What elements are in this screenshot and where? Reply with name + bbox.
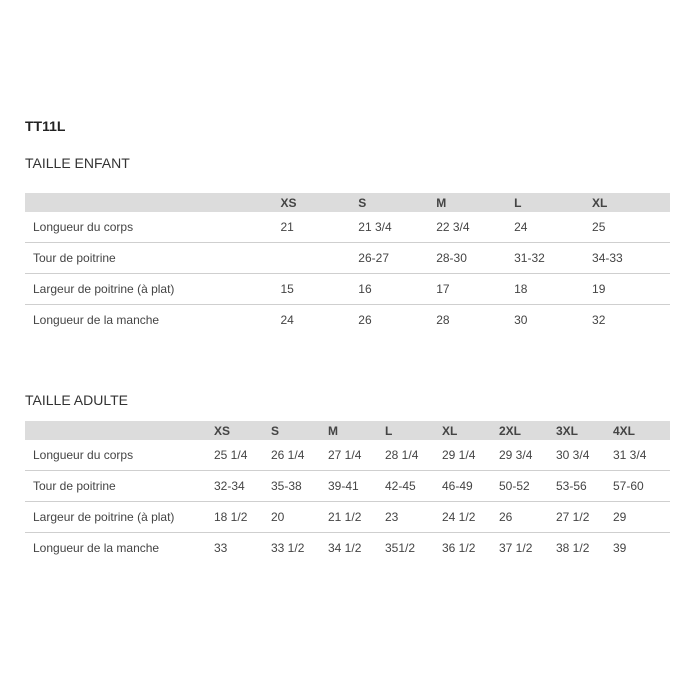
table-cell: 28 xyxy=(436,305,514,336)
table-cell: 38 1/2 xyxy=(556,533,613,564)
header-cell xyxy=(25,193,280,212)
header-cell: S xyxy=(358,193,436,212)
table-cell: 33 1/2 xyxy=(271,533,328,564)
table-cell: 39-41 xyxy=(328,471,385,502)
table-cell: 46-49 xyxy=(442,471,499,502)
table-cell: 26-27 xyxy=(358,243,436,274)
table-cell: 29 1/4 xyxy=(442,448,476,462)
header-cell: M xyxy=(436,193,514,212)
row-label: Longueur du corps xyxy=(33,220,134,234)
table-cell: 21 xyxy=(280,220,294,234)
table-cell: 53-56 xyxy=(556,471,613,502)
table-cell: 29 3/4 xyxy=(499,448,533,462)
table-row xyxy=(25,440,670,471)
table-cell: 34-33 xyxy=(592,243,670,274)
table-cell: 35-38 xyxy=(271,471,328,502)
table-cell: 28-30 xyxy=(436,243,514,274)
table-row xyxy=(25,471,670,502)
table-cell: 50-52 xyxy=(499,471,556,502)
table-cell: 26 xyxy=(499,502,556,533)
table-cell: 15 xyxy=(280,274,358,305)
table-cell: 17 xyxy=(436,274,514,305)
header-cell: 3XL xyxy=(556,421,613,440)
table-cell: 57-60 xyxy=(613,471,670,502)
table-cell: 26 1/4 xyxy=(271,448,305,462)
row-label: Longueur de la manche xyxy=(25,533,214,564)
table-cell: 34 1/2 xyxy=(328,533,385,564)
header-cell: 4XL xyxy=(613,421,670,440)
table-cell: 39 xyxy=(613,533,670,564)
table-cell: 25 1/4 xyxy=(214,448,248,462)
row-label: Largeur de poitrine (à plat) xyxy=(25,502,214,533)
header-cell: XL xyxy=(592,193,670,212)
header-cell: XS xyxy=(280,193,358,212)
table-cell xyxy=(280,243,358,274)
table-cell: 19 xyxy=(592,274,670,305)
table-cell: 351/2 xyxy=(385,533,442,564)
table-cell: 24 xyxy=(280,305,358,336)
table-cell: 30 3/4 xyxy=(556,448,590,462)
header-cell: XL xyxy=(442,421,499,440)
table-cell: 25 xyxy=(592,220,606,234)
table-cell: 28 1/4 xyxy=(385,448,419,462)
table-header-row xyxy=(25,193,670,212)
table-row xyxy=(25,274,670,305)
table-cell: 18 xyxy=(514,274,592,305)
header-cell: L xyxy=(514,193,592,212)
header-cell xyxy=(25,421,214,440)
table-cell: 33 xyxy=(214,533,271,564)
header-cell: M xyxy=(328,421,385,440)
table-cell: 42-45 xyxy=(385,471,442,502)
product-code: TT11L xyxy=(25,118,66,134)
table-cell: 36 1/2 xyxy=(442,533,499,564)
table-row xyxy=(25,502,670,533)
header-cell: XS xyxy=(214,421,271,440)
table-cell: 20 xyxy=(271,502,328,533)
table-row xyxy=(25,305,670,336)
table-cell: 24 xyxy=(514,220,528,234)
row-label: Longueur de la manche xyxy=(25,305,280,336)
table-row xyxy=(25,243,670,274)
header-cell: L xyxy=(385,421,442,440)
table-cell: 16 xyxy=(358,274,436,305)
table-header-row xyxy=(25,421,670,440)
table-cell: 24 1/2 xyxy=(442,502,499,533)
table-cell: 21 1/2 xyxy=(328,502,385,533)
table-cell: 27 1/4 xyxy=(328,448,362,462)
table-cell: 31 3/4 xyxy=(613,448,647,462)
table-row xyxy=(25,212,670,243)
adult-size-title: TAILLE ADULTE xyxy=(25,392,128,408)
table-cell: 31-32 xyxy=(514,243,592,274)
row-label: Largeur de poitrine (à plat) xyxy=(25,274,280,305)
table-cell: 18 1/2 xyxy=(214,502,271,533)
table-cell: 27 1/2 xyxy=(556,502,613,533)
row-label: Tour de poitrine xyxy=(25,471,214,502)
row-label: Longueur du corps xyxy=(33,448,134,462)
header-cell: 2XL xyxy=(499,421,556,440)
adult-size-table xyxy=(25,421,670,563)
table-cell: 30 xyxy=(514,305,592,336)
table-cell: 23 xyxy=(385,502,442,533)
table-cell: 32-34 xyxy=(214,471,271,502)
header-cell: S xyxy=(271,421,328,440)
table-row xyxy=(25,533,670,564)
table-cell: 37 1/2 xyxy=(499,533,556,564)
child-size-title: TAILLE ENFANT xyxy=(25,155,130,171)
table-cell: 32 xyxy=(592,305,670,336)
table-cell: 26 xyxy=(358,305,436,336)
row-label: Tour de poitrine xyxy=(25,243,280,274)
table-cell: 21 3/4 xyxy=(358,220,392,234)
table-cell: 22 3/4 xyxy=(436,220,470,234)
table-cell: 29 xyxy=(613,502,670,533)
child-size-table xyxy=(25,193,670,335)
